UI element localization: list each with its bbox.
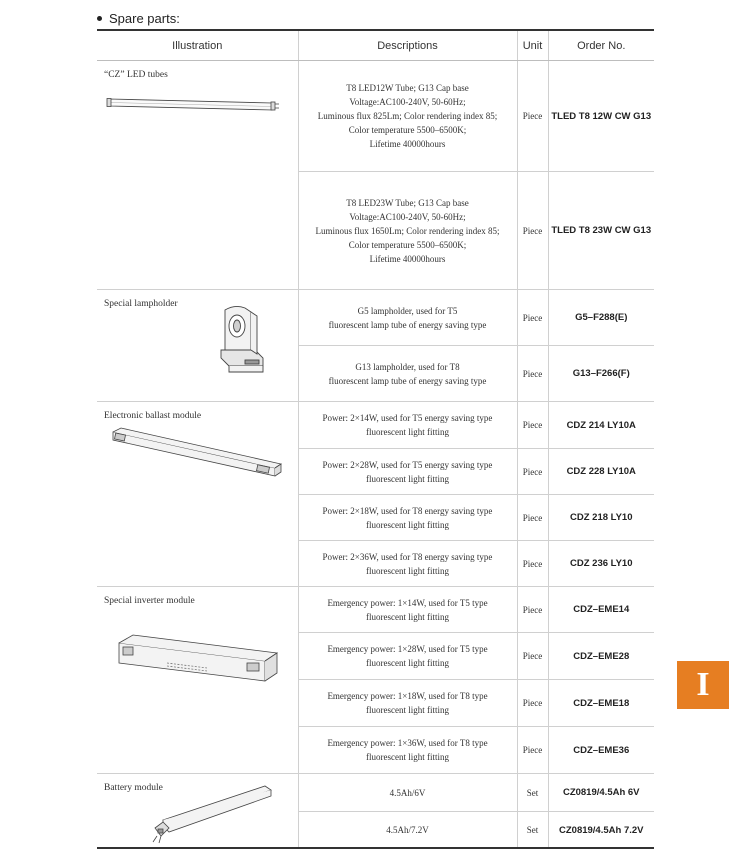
order-no-cell: TLED T8 12W CW G13 (548, 61, 654, 172)
description-cell: G5 lampholder, used for T5 fluorescent lamp tube of energy saving type (298, 290, 517, 346)
group-label-inverter: Special inverter module (104, 596, 195, 606)
description-cell: 4.5Ah/6V (298, 774, 517, 812)
order-no-cell: G5–F288(E) (548, 290, 654, 346)
group-label-battery: Battery module (104, 783, 163, 793)
section-tab-letter: I (696, 666, 710, 703)
description-cell: Power: 2×18W, used for T8 energy saving type fluorescent light fitting (298, 495, 517, 541)
description-cell: Emergency power: 1×18W, used for T8 type fluorescent light fitting (298, 680, 517, 727)
description-cell: T8 LED23W Tube; G13 Cap base Voltage:AC100-240V, 50-60Hz; Luminous flux 1650Lm; Color rendering index 85; Color temperature 5500–6500K; Lifetime 40000hours (298, 172, 517, 290)
group-label-ballast: Electronic ballast module (104, 411, 202, 421)
order-no-cell: CDZ–EME28 (548, 633, 654, 680)
unit-cell: Piece (517, 633, 548, 680)
unit-cell: Piece (517, 290, 548, 346)
description-cell: 4.5Ah/7.2V (298, 812, 517, 849)
table-header-row (97, 31, 654, 61)
illustration-cell-ballast (97, 402, 298, 587)
order-no-cell: CDZ–EME36 (548, 727, 654, 774)
unit-cell: Set (517, 812, 548, 849)
illustration-cell-led-tubes (97, 61, 298, 290)
table-row (97, 774, 654, 812)
order-no-cell: CDZ 236 LY10 (548, 541, 654, 587)
order-no-cell: CZ0819/4.5Ah 7.2V (548, 812, 654, 849)
illustration-cell-inverter (97, 587, 298, 774)
order-no-cell: CDZ 214 LY10A (548, 402, 654, 449)
illustration-cell-lampholder (97, 290, 298, 402)
unit-cell: Piece (517, 346, 548, 402)
group-label-led-tubes: “CZ” LED tubes (104, 70, 168, 80)
unit-cell: Piece (517, 727, 548, 774)
order-no-cell: CDZ 218 LY10 (548, 495, 654, 541)
unit-cell: Piece (517, 172, 548, 290)
led-tube-icon (106, 91, 282, 113)
order-no-cell: CDZ 228 LY10A (548, 449, 654, 495)
section-heading (97, 9, 180, 27)
unit-cell: Piece (517, 587, 548, 633)
section-heading-text: Spare parts: (109, 10, 180, 26)
unit-cell: Piece (517, 449, 548, 495)
order-no-cell: CZ0819/4.5Ah 6V (548, 774, 654, 812)
description-cell: T8 LED12W Tube; G13 Cap base Voltage:AC100-240V, 50-60Hz; Luminous flux 825Lm; Color rendering index 85; Color temperature 5500–6500K; Lifetime 40000hours (298, 61, 517, 172)
spare-parts-table (97, 31, 654, 849)
order-no-cell: G13–F266(F) (548, 346, 654, 402)
table-bottom-rule (97, 847, 654, 849)
unit-cell: Piece (517, 402, 548, 449)
table-row (97, 402, 654, 449)
table-row (97, 587, 654, 633)
description-cell: Emergency power: 1×14W, used for T5 type fluorescent light fitting (298, 587, 517, 633)
description-cell: Emergency power: 1×36W, used for T8 type fluorescent light fitting (298, 727, 517, 774)
unit-cell: Piece (517, 495, 548, 541)
unit-cell: Piece (517, 680, 548, 727)
unit-cell: Set (517, 774, 548, 812)
header-illustration: Illustration (97, 31, 298, 61)
header-order-no: Order No. (548, 31, 654, 61)
table-row (97, 290, 654, 346)
table-row (97, 61, 654, 172)
order-no-cell: CDZ–EME14 (548, 587, 654, 633)
section-tab (677, 661, 729, 709)
description-cell: Power: 2×36W, used for T8 energy saving type fluorescent light fitting (298, 541, 517, 587)
header-descriptions: Descriptions (298, 31, 517, 61)
header-unit: Unit (517, 31, 548, 61)
description-cell: Power: 2×28W, used for T5 energy saving type fluorescent light fitting (298, 449, 517, 495)
illustration-cell-battery (97, 774, 298, 849)
battery-icon (149, 778, 279, 846)
lampholder-icon (215, 304, 273, 378)
bullet-icon (97, 16, 102, 21)
description-cell: Power: 2×14W, used for T5 energy saving type fluorescent light fitting (298, 402, 517, 449)
unit-cell: Piece (517, 541, 548, 587)
inverter-icon (115, 621, 285, 691)
order-no-cell: CDZ–EME18 (548, 680, 654, 727)
description-cell: G13 lampholder, used for T8 fluorescent lamp tube of energy saving type (298, 346, 517, 402)
group-label-lampholder: Special lampholder (104, 299, 178, 309)
order-no-cell: TLED T8 23W CW G13 (548, 172, 654, 290)
description-cell: Emergency power: 1×28W, used for T5 type fluorescent light fitting (298, 633, 517, 680)
unit-cell: Piece (517, 61, 548, 172)
ballast-icon (107, 424, 287, 484)
